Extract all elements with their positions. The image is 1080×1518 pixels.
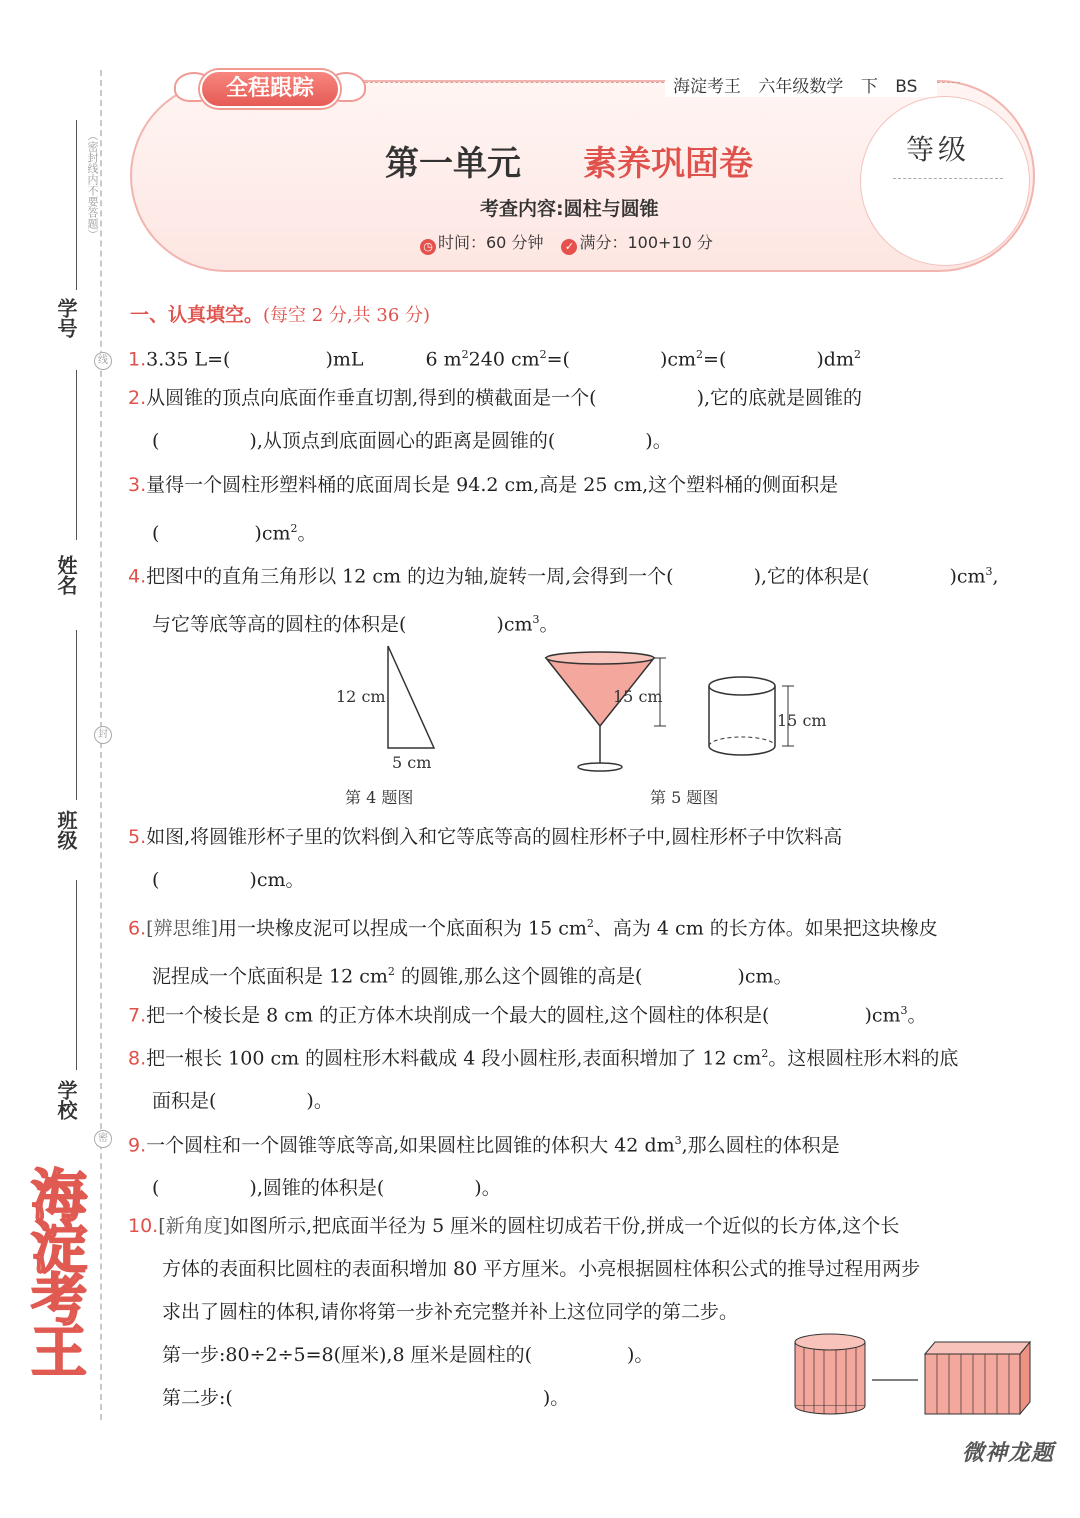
- series-brand: 海淀考王: [673, 77, 741, 97]
- fig5-caption: 第 5 题图: [650, 788, 719, 807]
- exam-scope: 考查内容:圆柱与圆锥: [480, 198, 659, 220]
- cone-cup-rim: [546, 652, 654, 664]
- name-line: [76, 370, 77, 540]
- grade-label: 等级: [906, 133, 971, 166]
- q4-sup-1: 3: [985, 565, 993, 578]
- q1-sup-4: 2: [853, 348, 861, 361]
- q3-line-2b: )cm: [254, 522, 291, 545]
- q9-line-1a: 一个圆柱和一个圆锥等底等高,如果圆柱比圆锥的体积大 42 dm: [146, 1134, 675, 1157]
- fig5-cylinder-label: 15 cm: [777, 711, 827, 730]
- q10-line-3: 求出了圆柱的体积,请你将第一步补充完整并补上这位同学的第二步。: [162, 1301, 739, 1323]
- question-4: [128, 550, 1043, 647]
- q4-line-1b: ),它的体积是(: [753, 565, 870, 588]
- section-1-title: [130, 300, 430, 327]
- q1-part-a: 3.35 L=(: [146, 348, 231, 371]
- q3-line-1: 量得一个圆柱形塑料桶的底面周长是 94.2 cm,高是 25 cm,这个塑料桶的侧面积是: [146, 474, 839, 496]
- seal-line-note: （密封线内不要答题）: [86, 130, 99, 240]
- q6-sup-2: 2: [387, 965, 395, 979]
- q1-sup-1: 2: [461, 348, 469, 361]
- binding-dashed-line: [100, 70, 102, 1420]
- q9-line-2c: )。: [474, 1177, 501, 1200]
- q5-line-1: 如图,将圆锥形杯子里的饮料倒入和它等底等高的圆柱形杯子中,圆柱形杯子中饮料高: [146, 826, 843, 848]
- q7-sup: 3: [900, 1004, 908, 1017]
- question-8-number: 8.: [128, 1047, 147, 1070]
- question-9-number: 9.: [128, 1134, 147, 1157]
- fig4-caption: 第 4 题图: [345, 788, 414, 807]
- q4-sup-2: 3: [532, 613, 540, 627]
- question-2-number: 2.: [128, 387, 147, 409]
- school-label: 学校: [54, 1080, 78, 1120]
- cylinder-top: [709, 677, 775, 695]
- school-line: [76, 880, 77, 1070]
- question-2: [128, 377, 1043, 463]
- q9-line-2b: ),圆锥的体积是(: [249, 1177, 385, 1200]
- badge-label: 全程跟踪: [200, 70, 340, 108]
- figure-5-cone-glass: [540, 650, 680, 780]
- q9-sup: 3: [674, 1134, 682, 1147]
- q8-line-2b: )。: [306, 1090, 333, 1113]
- fig5-cone-label: 15 cm: [613, 687, 663, 706]
- q1-part-d: 240 cm: [468, 348, 540, 371]
- student-id-label: 学号: [54, 298, 78, 338]
- q8-line-1a: 把一根长 100 cm 的圆柱形木料截成 4 段小圆柱形,表面积增加了 12 cm: [146, 1047, 762, 1070]
- q5-line-2b: )cm。: [249, 869, 305, 891]
- fig4-height-label: 12 cm: [336, 687, 386, 706]
- question-9: [128, 1119, 1043, 1210]
- seal-mark-mi: 密: [94, 1130, 112, 1148]
- q6-line-1b: 、高为 4 cm 的长方体。如果把这块橡皮: [593, 917, 938, 940]
- q10-tag: [新角度]: [158, 1215, 231, 1237]
- q6-tag: [辨思维]: [146, 917, 218, 940]
- seal-mark-xian: 线: [94, 352, 112, 370]
- question-7-number: 7.: [128, 1004, 147, 1027]
- question-4-number: 4.: [128, 565, 147, 588]
- q2-line-2a: (: [152, 430, 160, 452]
- q2-line-2c: )。: [645, 430, 672, 452]
- q4-line-1c: )cm: [949, 565, 986, 588]
- q10-line-1: 如图所示,把底面半径为 5 厘米的圆柱切成若干份,拼成一个近似的长方体,这个长: [230, 1215, 900, 1237]
- student-id-line: [76, 120, 77, 290]
- q4-line-2a: 与它等底等高的圆柱的体积是(: [152, 613, 407, 636]
- tracking-badge: [180, 66, 360, 112]
- unit-subtitle: 素养巩固卷: [583, 144, 753, 184]
- figure-4-triangle: [330, 640, 450, 780]
- question-7: [128, 989, 1043, 1037]
- q6-line-2b: 的圆锥,那么这个圆锥的高是(: [394, 965, 643, 988]
- q3-line-2c: 。: [297, 522, 317, 545]
- question-6: [128, 902, 1043, 999]
- fig4-base-label: 5 cm: [392, 753, 432, 772]
- clock-icon: ◷: [420, 239, 436, 255]
- q6-line-2a: 泥捏成一个底面积是 12 cm: [152, 965, 388, 988]
- question-3: [128, 464, 1043, 555]
- q6-line-1a: 用一块橡皮泥可以捏成一个底面积为 15 cm: [217, 917, 587, 940]
- q1-part-c: 6 m: [425, 348, 462, 371]
- grade-circle: [860, 96, 1030, 266]
- sliced-cylinder: [795, 1334, 865, 1414]
- right-triangle-shape: [388, 646, 434, 748]
- section-1-heading: 一、认真填空。: [130, 304, 264, 326]
- q8-line-2a: 面积是(: [152, 1090, 217, 1113]
- q6-sup-1: 2: [586, 917, 594, 930]
- series-edition: BS: [895, 77, 918, 97]
- exam-meta: [420, 230, 713, 255]
- figure-10-cylinder-to-cuboid: [790, 1330, 1040, 1420]
- q10-step-1a: 第一步:80÷2÷5=8(厘米),8 厘米是圆柱的(: [162, 1344, 533, 1366]
- question-1-number: 1.: [128, 348, 147, 371]
- brand-logo-vertical: 海淀考王: [22, 1166, 87, 1374]
- q10-step-2a: 第二步:(: [162, 1387, 233, 1409]
- series-volume: 下: [860, 77, 878, 97]
- section-1-note: (每空 2 分,共 36 分): [263, 305, 431, 326]
- q1-part-h: )dm: [816, 348, 854, 371]
- q7-part-a: 把一个棱长是 8 cm 的正方体木块削成一个最大的圆柱,这个圆柱的体积是(: [146, 1004, 770, 1027]
- q1-sup-3: 2: [696, 348, 704, 361]
- question-10-number: 10.: [128, 1215, 159, 1237]
- exam-time: 时间：60 分钟: [438, 233, 544, 252]
- q2-line-2b: ),从顶点到底面圆心的距离是圆锥的(: [249, 430, 556, 452]
- q4-line-2c: 。: [539, 613, 559, 636]
- q1-part-g: =(: [703, 348, 727, 371]
- question-6-number: 6.: [128, 917, 147, 940]
- name-label: 姓名: [54, 555, 78, 595]
- question-8: [128, 1032, 1043, 1123]
- check-icon: ✓: [561, 239, 577, 255]
- exam-full-score: 满分：100+10 分: [579, 233, 713, 252]
- q10-line-2: 方体的表面积比圆柱的表面积增加 80 平方厘米。小亮根据圆柱体积公式的推导过程用两步: [162, 1258, 921, 1280]
- q4-line-2b: )cm: [496, 613, 533, 636]
- q9-line-1b: ,那么圆柱的体积是: [681, 1134, 840, 1157]
- series-grade: 六年级数学: [758, 77, 844, 97]
- class-label: 班级: [54, 810, 78, 850]
- q4-line-1d: ,: [992, 565, 999, 588]
- q1-part-f: )cm: [659, 348, 697, 371]
- glass-base: [578, 763, 622, 771]
- question-5: [128, 816, 1043, 902]
- approximate-cuboid: [925, 1342, 1030, 1414]
- q2-line-1a: 从圆锥的顶点向底面作垂直切割,得到的横截面是一个(: [146, 387, 597, 409]
- unit-title: 第一单元: [385, 144, 521, 184]
- cylinder-bottom: [709, 746, 775, 755]
- series-info: [665, 72, 937, 97]
- q8-sup: 2: [761, 1047, 769, 1060]
- q1-part-e: =(: [546, 348, 570, 371]
- q3-sup: 2: [290, 522, 298, 535]
- question-1: [128, 333, 1043, 381]
- q9-line-2a: (: [152, 1177, 160, 1200]
- class-line: [76, 630, 77, 800]
- q10-step-1b: )。: [627, 1344, 654, 1366]
- q4-line-1a: 把图中的直角三角形以 12 cm 的边为轴,旋转一周,会得到一个(: [146, 565, 674, 588]
- q1-sup-2: 2: [539, 348, 547, 361]
- q2-line-1b: ),它的底就是圆锥的: [696, 387, 863, 409]
- q6-line-2c: )cm。: [737, 965, 793, 988]
- q5-line-2a: (: [152, 869, 160, 891]
- q7-part-b: )cm: [864, 1004, 901, 1027]
- q10-step-2b: )。: [542, 1387, 570, 1409]
- q3-line-2a: (: [152, 522, 160, 545]
- q1-part-b: )mL: [325, 348, 364, 371]
- q7-part-c: 。: [907, 1004, 927, 1027]
- watermark: 微神龙题: [962, 1441, 1055, 1466]
- question-5-number: 5.: [128, 826, 147, 848]
- question-3-number: 3.: [128, 474, 147, 496]
- seal-mark-feng: 封: [94, 726, 112, 744]
- q8-line-1b: 。这根圆柱形木料的底: [768, 1047, 959, 1070]
- grade-line: [893, 178, 1003, 179]
